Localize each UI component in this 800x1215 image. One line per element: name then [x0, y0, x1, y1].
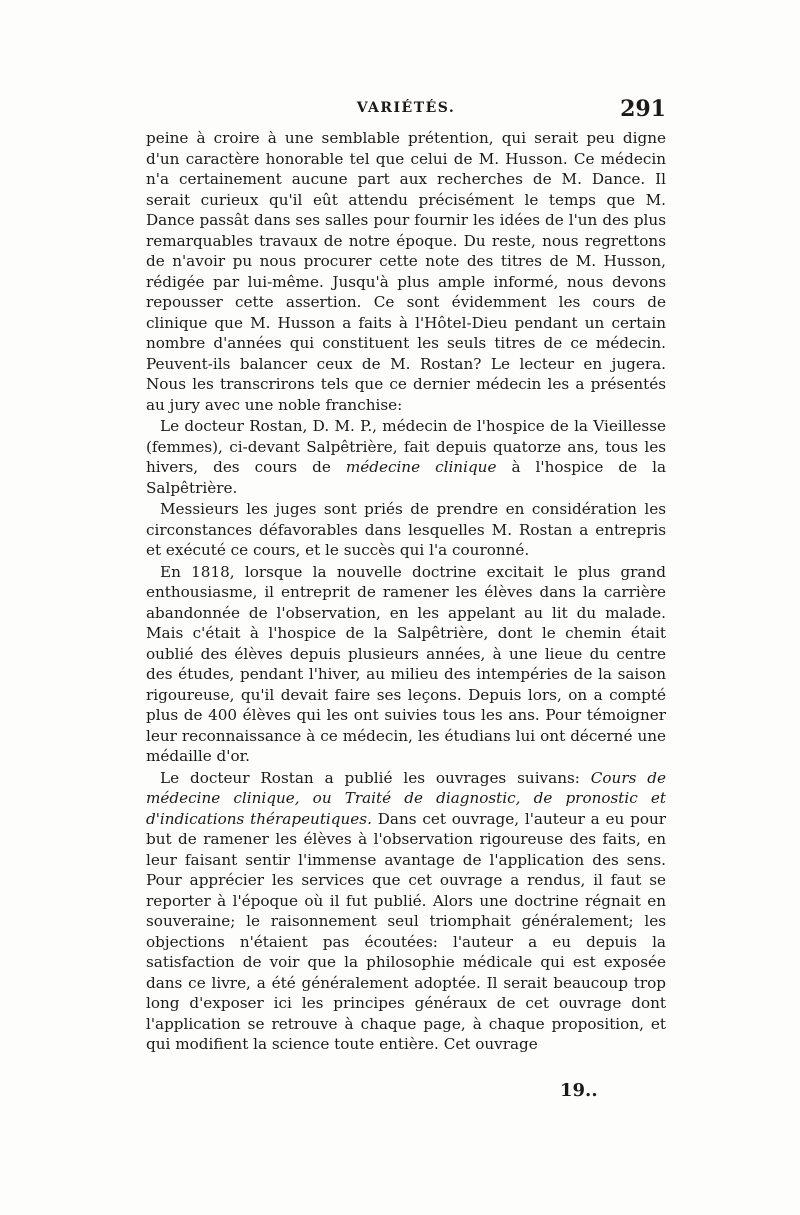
paragraph-1: peine à croire à une semblable prétention, qui serait peu digne d'un caractère honorable tel que celui de M. Husson. Ce médecin n'a certainement aucune part aux recherches de M. Dance. Il serait curieux qu'il eût attendu précisément le temps que M. Dance passât dans ses salles pour fournir les idées de l'un des plus remarquables travaux de notre époque. Du reste, nous regrettons de n'avoir pu nous procurer cette note des titres de M. Husson, rédigée par lui-même. Jusqu'à plus ample informé, nous devons repousser cette assertion. Ce sont évidemment les cours de clinique que M. Husson a faits à l'Hôtel-Dieu pendant un certain nombre d'années qui constituent les seuls titres de ce médecin. Peuvent-ils balancer ceux de M. Rostan? Le lecteur en jugera. Nous les transcrirons tels que ce dernier médecin les a présentés au jury avec une noble franchise:: [146, 129, 666, 414]
paragraph-5-text-b: Dans cet ouvrage, l'auteur a eu pour but de ramener les élèves à l'observation rigoureuse des faits, en leur faisant sentir l'immense avantage de l'application des sens. Pour apprécier les services que cet ouvrage a rendus, il faut se reporter à l'époque où il fut publié. Alors une doctrine régnait en souveraine; le raisonnement seul triomphait généralement; les objections n'étaient pas écoutées: l'auteur a eu depuis la satisfaction de voir que la philosophie médicale qui est exposée dans ce livre, a été généralement adoptée. Il serait beaucoup trop long d'exposer ici les principes généraux de cet ouvrage dont l'application se retrouve à chaque page, à chaque proposition, et qui modifient la science toute entière. Cet ouvrage: [146, 809, 667, 1053]
running-title: VARIÉTÉS.: [356, 100, 456, 116]
paragraph-2-italic: médecine clinique: [345, 458, 497, 476]
paragraph-2-text-a: Le docteur Rostan, D. M. P., médecin de l'hospice de la Vieillesse (femmes), ci-devant Salpêtrière, fait depuis quatorze ans, tous les hivers, des cours de: [146, 417, 666, 476]
paragraph-5-italic: Cours de médecine clinique, ou Traité de diagnostic, de pronostic et d'indications thérapeutiques.: [146, 768, 667, 828]
running-head: [146, 96, 666, 130]
page-number: 291: [620, 96, 666, 122]
paragraph-2: [146, 416, 666, 498]
paragraph-2-text-b: à l'hospice de la Salpêtrière.: [146, 458, 667, 497]
paragraph-5: [146, 768, 666, 1055]
paragraph-4: En 1818, lorsque la nouvelle doctrine excitait le plus grand enthousiasme, il entreprit de ramener les élèves dans la carrière abandonnée de l'observation, en les appelant au lit du malade. Mais c'était à l'hospice de la Salpêtrière, dont le chemin était oublié des élèves depuis plusieurs années, à une lieue du centre des études, pendant l'hiver, au milieu des intempéries de la saison rigoureuse, qu'il devait faire ses leçons. Depuis lors, on a compté plus de 400 élèves qui les ont suivies tous les ans. Pour témoigner leur reconnaissance à ce médecin, les étudians lui ont décerné une médaille d'or.: [146, 562, 666, 765]
paragraph-3: Messieurs les juges sont priés de prendre en considération les circonstances défavorables dans lesquelles M. Rostan a entrepris et exécuté ce cours, et le succès qui l'a couronné.: [146, 500, 666, 559]
paragraph-5-text-a: Le docteur Rostan a publié les ouvrages suivans:: [160, 768, 580, 787]
signature-mark: 19..: [560, 1080, 598, 1101]
body-text: [146, 128, 666, 1055]
